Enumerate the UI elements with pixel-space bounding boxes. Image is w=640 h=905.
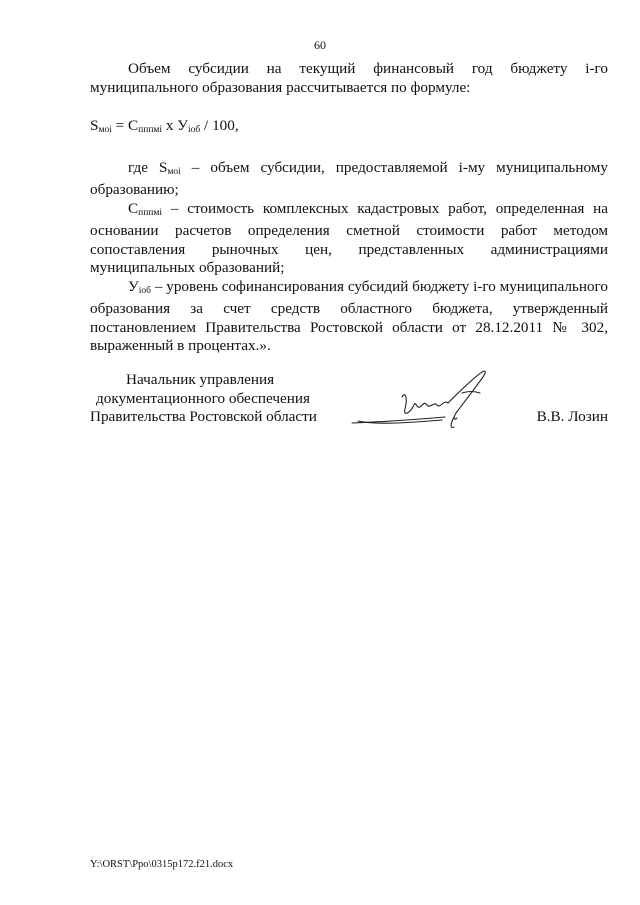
definition-c-subscript: пппмi bbox=[138, 207, 163, 218]
definition-s-pre: где S bbox=[128, 158, 168, 176]
formula-times-u: х У bbox=[162, 117, 189, 134]
formula-s-subscript: моi bbox=[98, 125, 112, 135]
subsidy-formula bbox=[90, 117, 608, 140]
signer-title-line-1: Начальник управления bbox=[126, 371, 275, 388]
definition-u-text: – уровень софинансирования субсидий бюджету i-го муниципального образования за счет средств областного бюджета, утвержденный постановлением Правительства Ростовской области от 28.12.2011 № 302, выраженный в процентах.». bbox=[90, 277, 608, 354]
definition-s-subscript: моi bbox=[167, 166, 181, 177]
document-body bbox=[90, 60, 608, 356]
signature-block bbox=[90, 371, 610, 451]
page-number: 60 bbox=[314, 38, 326, 52]
signer-title-line-3: Правительства Ростовской области bbox=[90, 408, 317, 425]
paragraph-definition-u bbox=[90, 278, 608, 356]
signer-name: В.В. Лозин bbox=[536, 408, 608, 425]
paragraph-subsidy-intro: Объем субсидии на текущий финансовый год бюджету i-го муниципального образования рассчитывается по формуле: bbox=[90, 60, 608, 96]
paragraph-definition-c bbox=[90, 200, 608, 278]
formula-tail: / 100, bbox=[200, 117, 239, 134]
formula-c-subscript: пппмi bbox=[138, 125, 163, 135]
definition-s-text: – объем субсидии, предоставляемой i-му муниципальному образованию; bbox=[90, 158, 608, 198]
formula-equals-c: = С bbox=[111, 117, 139, 134]
definition-c-pre: С bbox=[128, 199, 139, 217]
paragraph-definition-s bbox=[90, 159, 608, 200]
signer-title-line-2: документационного обеспечения bbox=[96, 389, 310, 407]
definition-c-text: – стоимость комплексных кадастровых работ, определенная на основании расчетов определения сметной стоимости работ методом сопоставления рыночных цен, представленных администрациями муниципальных образований; bbox=[90, 199, 608, 276]
formula-s: S bbox=[90, 117, 99, 134]
definition-u-pre: У bbox=[128, 277, 139, 295]
file-path-footer: Y:\ORST\Ppo\0315p172.f21.docx bbox=[90, 859, 234, 870]
formula-u-subscript: iоб bbox=[188, 125, 201, 135]
definition-u-subscript: iоб bbox=[138, 285, 151, 296]
handwritten-signature bbox=[350, 365, 510, 435]
